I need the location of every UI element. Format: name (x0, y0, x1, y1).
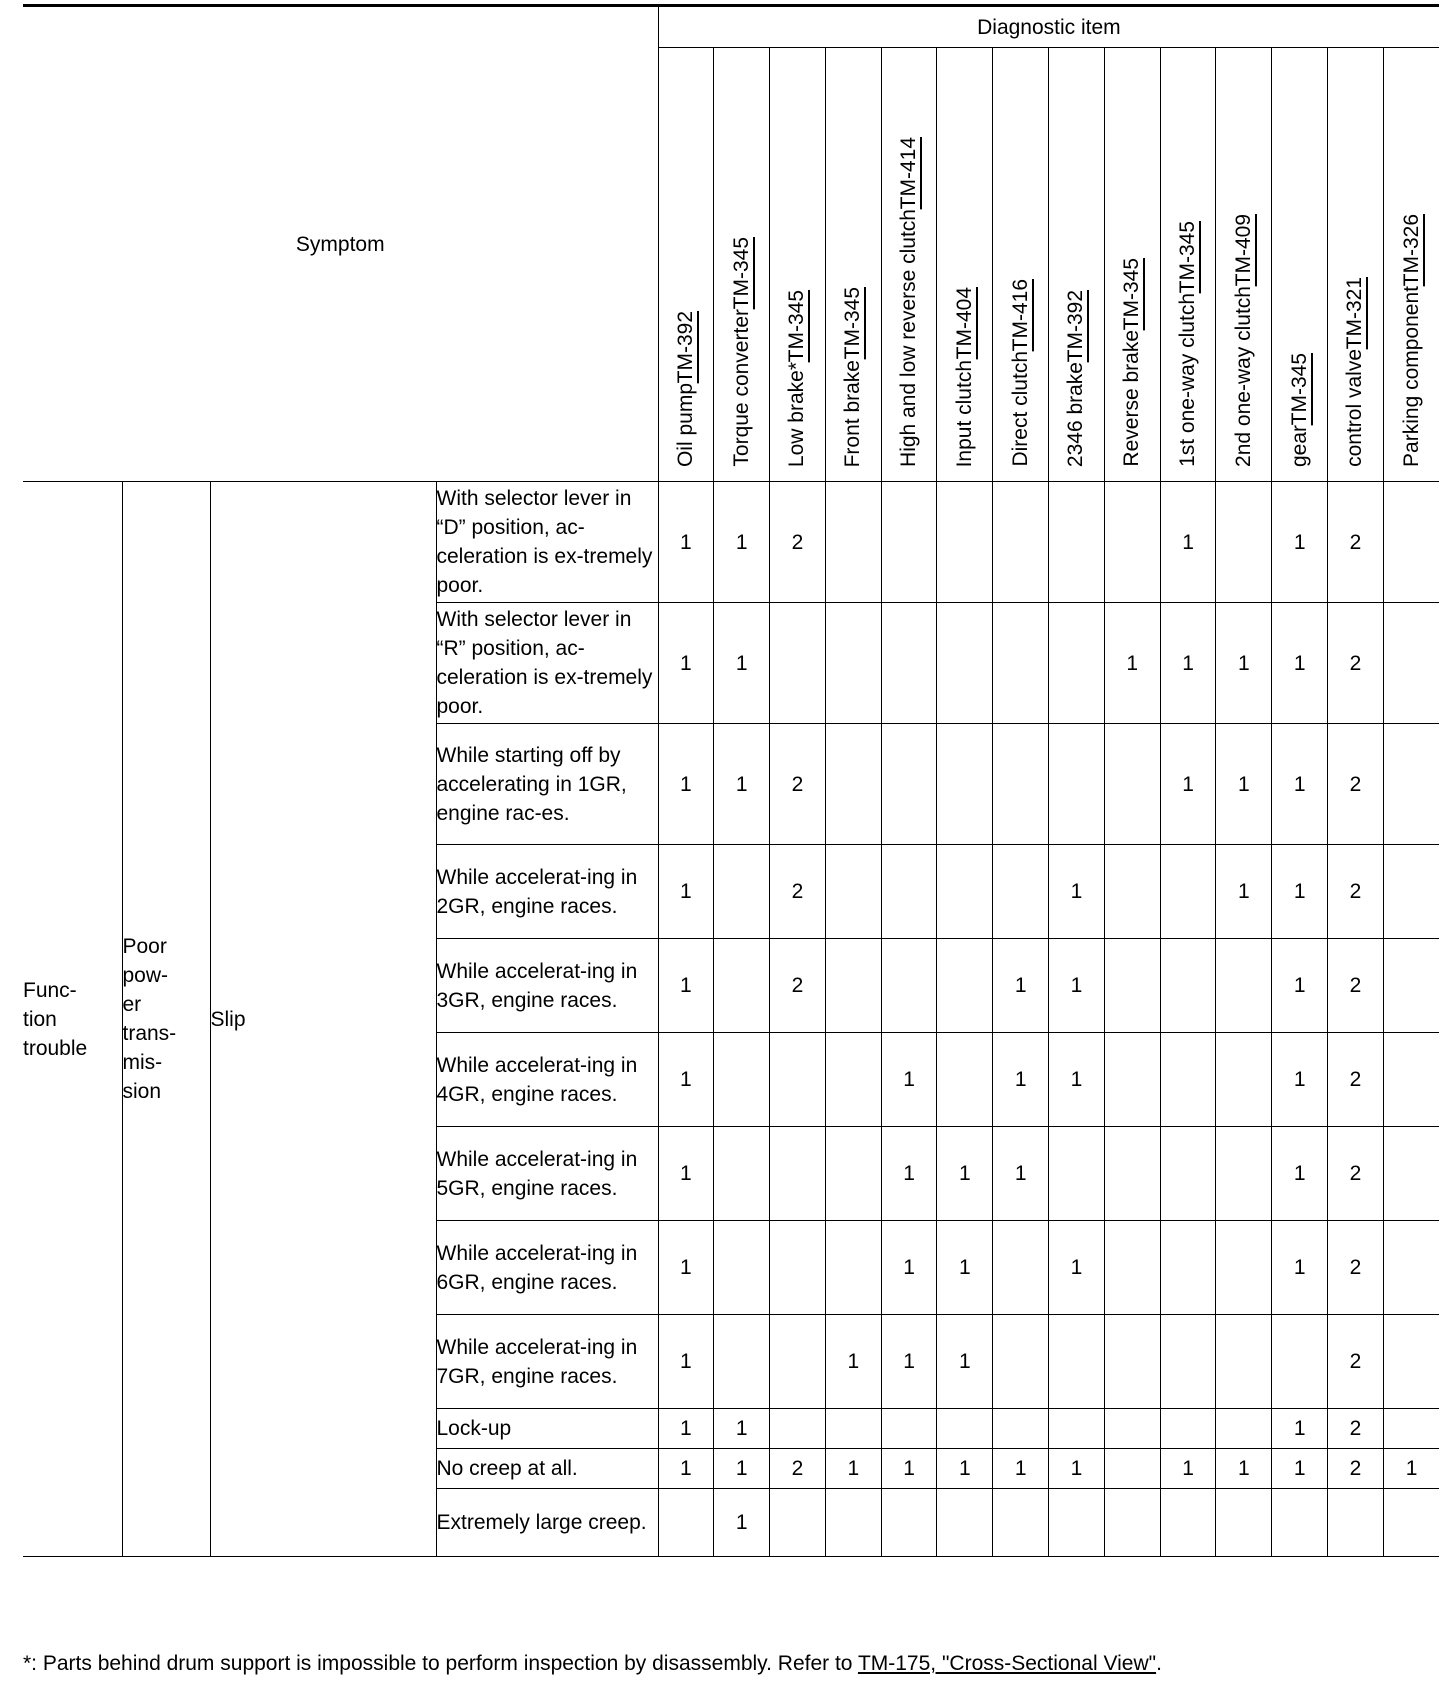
diagnostic-item-header-cell (658, 48, 714, 482)
priority-cell (770, 1489, 826, 1557)
priority-cell: 1 (993, 939, 1049, 1033)
symptom-description: With selector lever in “R” position, ac-celeration is ex-tremely poor. (436, 603, 658, 724)
priority-cell (1049, 1409, 1105, 1449)
priority-cell: 1 (881, 1449, 937, 1489)
priority-cell (714, 1033, 770, 1127)
priority-cell (881, 482, 937, 603)
priority-cell: 1 (658, 1033, 714, 1127)
priority-cell (993, 1221, 1049, 1315)
priority-cell (937, 845, 993, 939)
symptom-description: Lock-up (436, 1409, 658, 1449)
priority-cell (881, 603, 937, 724)
priority-cell: 1 (1272, 939, 1328, 1033)
symptom-rows (23, 482, 1439, 1557)
priority-cell: 2 (1328, 1409, 1384, 1449)
header-row-top (23, 6, 1439, 48)
priority-cell (937, 603, 993, 724)
priority-cell: 1 (658, 1127, 714, 1221)
priority-cell (770, 1127, 826, 1221)
priority-cell (881, 939, 937, 1033)
priority-cell (1049, 482, 1105, 603)
diagnostic-item-ref-link[interactable]: TM-404 (952, 287, 976, 360)
priority-cell (1160, 1033, 1216, 1127)
priority-cell: 1 (658, 939, 714, 1033)
priority-cell (1104, 1449, 1160, 1489)
diagnostic-item-ref-link[interactable]: TM-409 (1231, 213, 1255, 287)
symptom-description: No creep at all. (436, 1449, 658, 1489)
priority-cell (1160, 845, 1216, 939)
priority-cell (770, 1315, 826, 1409)
diagnostic-item-name: Parking component (1399, 286, 1423, 467)
priority-cell (1216, 1033, 1272, 1127)
priority-cell (1216, 1315, 1272, 1409)
priority-cell (825, 603, 881, 724)
priority-cell: 1 (1272, 724, 1328, 845)
priority-cell (1104, 1033, 1160, 1127)
priority-cell (881, 845, 937, 939)
diagnostic-item-ref-link[interactable]: TM-345 (1176, 220, 1200, 294)
priority-cell: 1 (1160, 724, 1216, 845)
priority-cell: 2 (1328, 1127, 1384, 1221)
diagnostic-item-ref-link[interactable]: TM-345 (1287, 352, 1311, 425)
priority-cell (1104, 1221, 1160, 1315)
diagnostic-item-ref-link[interactable]: TM-392 (1064, 289, 1088, 362)
priority-cell (993, 1409, 1049, 1449)
priority-cell: 1 (881, 1221, 937, 1315)
priority-cell (1104, 1409, 1160, 1449)
diagnostic-item-name: Input clutch (952, 359, 976, 467)
category-level2: Poor pow- er trans- mis- sion (122, 482, 210, 1557)
priority-cell: 2 (770, 939, 826, 1033)
priority-cell (1272, 1489, 1328, 1557)
priority-cell (825, 1127, 881, 1221)
priority-cell (1104, 1315, 1160, 1409)
priority-cell (1383, 845, 1439, 939)
priority-cell (658, 1489, 714, 1557)
diagnostic-item-stack (952, 251, 978, 481)
priority-cell (1383, 1315, 1439, 1409)
priority-cell (1383, 939, 1439, 1033)
symptom-description: While accelerat-ing in 5GR, engine races. (436, 1127, 658, 1221)
diagnostic-item-ref-link[interactable]: TM-326 (1399, 213, 1423, 287)
priority-cell: 1 (658, 724, 714, 845)
priority-cell: 1 (658, 845, 714, 939)
priority-cell: 1 (1049, 1033, 1105, 1127)
priority-cell: 1 (1160, 603, 1216, 724)
priority-cell: 1 (1272, 482, 1328, 603)
priority-cell (714, 1221, 770, 1315)
priority-cell (937, 482, 993, 603)
diagnostic-item-header-cell (993, 48, 1049, 482)
priority-cell (1104, 1489, 1160, 1557)
priority-cell: 1 (1272, 603, 1328, 724)
priority-cell: 2 (1328, 939, 1384, 1033)
priority-cell: 1 (658, 1409, 714, 1449)
diagnostic-item-name: Oil pump (673, 382, 697, 467)
priority-cell: 1 (993, 1449, 1049, 1489)
priority-cell (937, 1033, 993, 1127)
priority-cell (770, 1033, 826, 1127)
symptom-description: While accelerat-ing in 6GR, engine races. (436, 1221, 658, 1315)
diagnostic-item-ref-link[interactable]: TM-392 (673, 310, 697, 383)
priority-cell: 2 (1328, 1449, 1384, 1489)
priority-cell: 2 (1328, 724, 1384, 845)
priority-cell (1104, 939, 1160, 1033)
priority-cell: 1 (881, 1033, 937, 1127)
diagnostic-item-ref-link[interactable]: TM-345 (785, 289, 809, 362)
priority-cell: 1 (1272, 1221, 1328, 1315)
diagnostic-item-name: High and low reverse clutch (897, 209, 921, 467)
diagnostic-item-ref-link[interactable]: TM-345 (841, 287, 865, 360)
priority-cell (993, 1315, 1049, 1409)
priority-cell (881, 724, 937, 845)
diagnostic-item-stack (1008, 243, 1034, 481)
category-level1: Func- tion trouble (23, 482, 122, 1557)
priority-cell: 1 (937, 1449, 993, 1489)
diagnostic-item-stack (1175, 185, 1201, 481)
priority-cell (770, 603, 826, 724)
priority-cell: 1 (714, 1489, 770, 1557)
diagnostic-item-stack (784, 254, 810, 481)
diagnostic-item-stack (1231, 178, 1257, 481)
footnote (23, 1652, 1162, 1676)
cross-sectional-view-link[interactable]: TM-175, "Cross-Sectional View" (857, 1652, 1157, 1675)
priority-cell: 1 (1216, 724, 1272, 845)
priority-cell (1049, 724, 1105, 845)
diagnostic-item-header-cell (881, 48, 937, 482)
priority-cell (1104, 724, 1160, 845)
priority-cell: 1 (1383, 1449, 1439, 1489)
category-level3: Slip (210, 482, 436, 1557)
priority-cell (1160, 1221, 1216, 1315)
priority-cell: 2 (1328, 1221, 1384, 1315)
diagnostic-item-ref-link[interactable]: TM-416 (1008, 279, 1032, 352)
priority-cell: 1 (881, 1315, 937, 1409)
priority-cell (1160, 1315, 1216, 1409)
priority-cell (1216, 482, 1272, 603)
priority-cell: 1 (1049, 1449, 1105, 1489)
priority-cell: 2 (1328, 1033, 1384, 1127)
priority-cell (993, 603, 1049, 724)
priority-cell (714, 1315, 770, 1409)
priority-cell (1049, 1489, 1105, 1557)
priority-cell: 1 (714, 1409, 770, 1449)
diagnostic-item-name: control valve (1343, 349, 1367, 467)
diagnostic-item-header-cell (825, 48, 881, 482)
diagnosis-table (23, 4, 1439, 1557)
priority-cell (937, 1489, 993, 1557)
priority-cell (770, 1221, 826, 1315)
priority-cell: 1 (714, 724, 770, 845)
diagnostic-item-header-cell (714, 48, 770, 482)
priority-cell (1049, 603, 1105, 724)
diagnostic-item-name: gear (1287, 424, 1311, 467)
priority-cell: 1 (937, 1315, 993, 1409)
priority-cell: 2 (770, 1449, 826, 1489)
diagnostic-item-header-cell (1216, 48, 1272, 482)
priority-cell (1104, 845, 1160, 939)
symptom-description: While starting off by accelerating in 1GR, engine rac-es. (436, 724, 658, 845)
priority-cell: 1 (825, 1315, 881, 1409)
symptom-description: With selector lever in “D” position, ac-celeration is ex-tremely poor. (436, 482, 658, 603)
diagnostic-item-stack (1063, 254, 1089, 481)
priority-cell: 1 (825, 1449, 881, 1489)
priority-cell (993, 724, 1049, 845)
diagnostic-item-header-cell (1383, 48, 1439, 482)
diagnostic-item-name: Torque converter (729, 309, 753, 467)
priority-cell (825, 1033, 881, 1127)
priority-cell: 1 (1049, 939, 1105, 1033)
priority-cell (714, 1127, 770, 1221)
priority-cell: 1 (658, 603, 714, 724)
priority-cell (825, 1221, 881, 1315)
diagnostic-item-name: 2nd one-way clutch (1231, 286, 1255, 467)
priority-cell: 1 (937, 1127, 993, 1221)
diagnostic-item-name: Reverse brake (1120, 330, 1144, 467)
priority-cell (1216, 1409, 1272, 1449)
diagnostic-item-header-cell (1160, 48, 1216, 482)
priority-cell (1104, 1127, 1160, 1221)
priority-cell (825, 482, 881, 603)
footnote-end: . (1156, 1652, 1162, 1675)
diagnostic-item-stack (1399, 178, 1425, 481)
priority-cell (1216, 1221, 1272, 1315)
priority-cell: 1 (881, 1127, 937, 1221)
footnote-text: *: Parts behind drum support is impossible to perform inspection by disassembly. Refer to (23, 1652, 858, 1675)
symptom-header: Symptom (23, 6, 658, 482)
symptom-description: While accelerat-ing in 2GR, engine races. (436, 845, 658, 939)
priority-cell: 1 (714, 482, 770, 603)
symptom-description: While accelerat-ing in 3GR, engine races. (436, 939, 658, 1033)
priority-cell (825, 1489, 881, 1557)
symptom-description: Extremely large creep. (436, 1489, 658, 1557)
priority-cell (1160, 939, 1216, 1033)
priority-cell (1383, 1221, 1439, 1315)
symptom-description: While accelerat-ing in 4GR, engine races. (436, 1033, 658, 1127)
priority-cell: 1 (1160, 1449, 1216, 1489)
priority-cell (1160, 1127, 1216, 1221)
priority-cell: 1 (993, 1033, 1049, 1127)
priority-cell: 1 (714, 603, 770, 724)
priority-cell (825, 845, 881, 939)
diagnostic-item-header-cell (1272, 48, 1328, 482)
priority-cell (1383, 1409, 1439, 1449)
symptom-description: While accelerat-ing in 7GR, engine races. (436, 1315, 658, 1409)
priority-cell (1383, 1127, 1439, 1221)
priority-cell: 2 (1328, 603, 1384, 724)
diagnostic-item-ref-link[interactable]: TM-321 (1343, 276, 1367, 350)
diagnostic-item-header-cell (1328, 48, 1384, 482)
priority-cell (1160, 1489, 1216, 1557)
diagnostic-item-stack (1342, 241, 1368, 481)
priority-cell: 2 (1328, 1315, 1384, 1409)
priority-cell (1049, 1315, 1105, 1409)
priority-cell (1383, 482, 1439, 603)
priority-cell (1160, 1409, 1216, 1449)
priority-cell (881, 1489, 937, 1557)
priority-cell (1216, 1489, 1272, 1557)
diagnostic-item-stack (840, 251, 866, 481)
priority-cell (1049, 1127, 1105, 1221)
diagnostic-item-ref-link[interactable]: TM-345 (729, 237, 753, 310)
priority-cell (937, 724, 993, 845)
priority-cell: 1 (1272, 845, 1328, 939)
priority-cell (770, 1409, 826, 1449)
diagnostic-item-stack (1119, 222, 1145, 481)
priority-cell: 1 (714, 1449, 770, 1489)
diagnostic-item-name: Direct clutch (1008, 351, 1032, 467)
priority-cell: 1 (1160, 482, 1216, 603)
priority-cell (1383, 1489, 1439, 1557)
priority-cell: 1 (1104, 603, 1160, 724)
priority-cell: 1 (658, 1221, 714, 1315)
diagnostic-item-stack (673, 275, 699, 481)
diagnostic-item-stack (1287, 317, 1313, 481)
priority-cell: 1 (993, 1127, 1049, 1221)
priority-cell: 2 (1328, 845, 1384, 939)
diagnostic-item-header-cell (770, 48, 826, 482)
priority-cell (1216, 939, 1272, 1033)
diagnostic-item-header-cell (937, 48, 993, 482)
priority-cell (1272, 1315, 1328, 1409)
diagnostic-item-stack (896, 101, 922, 481)
priority-cell: 1 (1272, 1449, 1328, 1489)
priority-cell: 1 (1272, 1033, 1328, 1127)
diagnostic-item-header-cell (1104, 48, 1160, 482)
priority-cell: 1 (937, 1221, 993, 1315)
diagnostic-item-name: Low brake* (785, 361, 809, 467)
priority-cell (1383, 1033, 1439, 1127)
diagnostic-item-header-cell (1049, 48, 1105, 482)
priority-cell (714, 939, 770, 1033)
diagnostic-item-name: 1st one-way clutch (1176, 293, 1200, 467)
priority-cell (881, 1409, 937, 1449)
symptom-row (23, 482, 1439, 603)
priority-cell: 1 (658, 482, 714, 603)
priority-cell (937, 939, 993, 1033)
priority-cell (1104, 482, 1160, 603)
priority-cell (825, 1409, 881, 1449)
priority-cell: 2 (770, 845, 826, 939)
priority-cell (714, 845, 770, 939)
priority-cell (1383, 603, 1439, 724)
priority-cell: 2 (1328, 482, 1384, 603)
priority-cell (993, 1489, 1049, 1557)
priority-cell: 1 (1049, 845, 1105, 939)
diagnostic-item-header: Diagnostic item (658, 6, 1439, 48)
priority-cell (825, 939, 881, 1033)
diagnostic-item-ref-link[interactable]: TM-414 (897, 136, 921, 210)
priority-cell (993, 845, 1049, 939)
priority-cell: 1 (1272, 1409, 1328, 1449)
priority-cell (937, 1409, 993, 1449)
diagnostic-item-ref-link[interactable]: TM-345 (1120, 258, 1144, 331)
priority-cell: 1 (1216, 603, 1272, 724)
priority-cell: 1 (658, 1315, 714, 1409)
priority-cell (825, 724, 881, 845)
priority-cell: 1 (1272, 1127, 1328, 1221)
priority-cell (1328, 1489, 1384, 1557)
priority-cell (1216, 1127, 1272, 1221)
priority-cell: 1 (1216, 845, 1272, 939)
priority-cell (993, 482, 1049, 603)
priority-cell: 1 (1049, 1221, 1105, 1315)
priority-cell: 2 (770, 482, 826, 603)
priority-cell: 1 (658, 1449, 714, 1489)
diagnostic-item-stack (729, 201, 755, 481)
priority-cell (1383, 724, 1439, 845)
priority-cell: 2 (770, 724, 826, 845)
diagnostic-item-name: Front brake (841, 359, 865, 467)
priority-cell: 1 (1216, 1449, 1272, 1489)
diagnostic-item-name: 2346 brake (1064, 361, 1088, 467)
